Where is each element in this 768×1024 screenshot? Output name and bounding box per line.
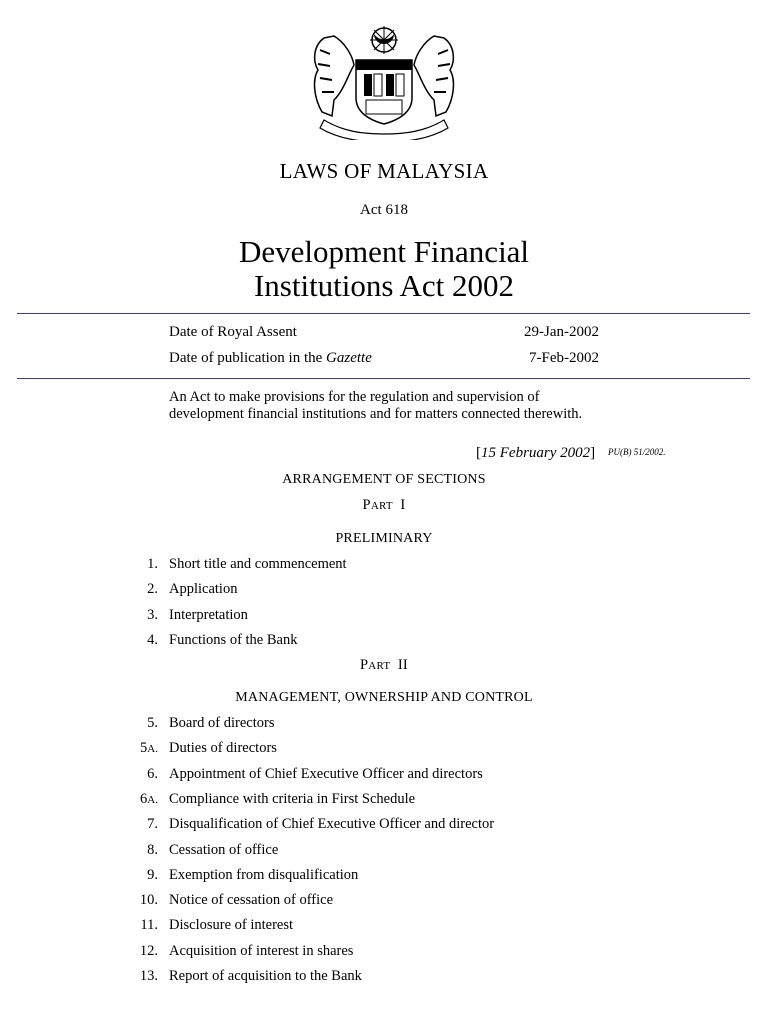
section-number: 1. <box>147 556 158 572</box>
section-list-item[interactable] <box>0 917 768 937</box>
section-title-link[interactable]: Interpretation <box>169 606 248 623</box>
section-title-link[interactable]: Cessation of office <box>169 841 279 858</box>
act-title-line-2: Institutions Act 2002 <box>253 268 515 303</box>
section-number: 6. <box>147 765 158 782</box>
section-number: 7. <box>147 816 158 833</box>
section-number: 4. <box>147 631 158 648</box>
part-word-rest: ART <box>370 500 393 512</box>
part-1-label <box>0 497 768 514</box>
shield-icon <box>356 60 412 124</box>
section-title-link[interactable]: Application <box>169 581 238 598</box>
section-title-link[interactable]: Board of directors <box>169 715 275 731</box>
part-number: I <box>392 497 406 513</box>
section-list-item[interactable] <box>0 581 768 601</box>
gazette-publication-value: 7-Feb-2002 <box>529 350 599 366</box>
part-word-rest: ART <box>368 660 391 672</box>
section-title-link[interactable]: Report of acquisition to the Bank <box>169 968 362 984</box>
gazette-publication-row <box>169 350 599 367</box>
section-number: 9. <box>147 866 158 883</box>
date-open-bracket: [ <box>476 445 481 461</box>
part-2-label <box>0 657 768 674</box>
section-number: 8. <box>147 841 158 858</box>
section-title-link[interactable]: Duties of directors <box>169 740 277 757</box>
pu-footnote: PU(B) 51/2002. <box>608 447 666 457</box>
part-2-title: MANAGEMENT, OWNERSHIP AND CONTROL <box>235 690 533 705</box>
left-tiger-shape <box>315 36 354 116</box>
arrangement-heading: ARRANGEMENT OF SECTIONS <box>282 472 486 487</box>
right-tiger-shape <box>414 36 453 116</box>
section-list-item[interactable] <box>0 892 768 912</box>
section-list-item[interactable] <box>0 715 768 735</box>
section-list-item[interactable] <box>0 607 768 627</box>
section-title-link[interactable]: Compliance with criteria in First Schedule <box>169 790 416 807</box>
section-number-suffix: A. <box>147 743 158 756</box>
section-number: 6A. <box>140 790 158 807</box>
section-number: 12. <box>139 942 158 959</box>
royal-assent-label: Date of Royal Assent <box>169 324 297 340</box>
section-title-link[interactable]: Exemption from disqualification <box>169 866 359 883</box>
laws-of-malaysia-heading: LAWS OF MALAYSIA <box>279 159 489 183</box>
section-title-link[interactable]: Notice of cessation of office <box>169 892 334 909</box>
section-number: 13. <box>139 968 158 984</box>
section-list-item[interactable] <box>0 766 768 786</box>
royal-assent-value: 29-Jan-2002 <box>524 324 599 340</box>
section-list-item[interactable] <box>0 943 768 963</box>
part-number: II <box>390 657 408 673</box>
section-list-item[interactable] <box>0 816 768 836</box>
date-close-bracket: ] <box>590 445 596 461</box>
section-number: 5A. <box>140 740 158 757</box>
section-list-item[interactable] <box>0 968 768 988</box>
royal-assent-row <box>169 324 599 341</box>
bottom-divider <box>17 378 750 379</box>
top-divider <box>17 313 750 314</box>
date-italic: 15 February 2002 <box>481 445 591 461</box>
act-title <box>0 235 768 303</box>
act-title-line-1: Development Financial <box>238 234 530 269</box>
section-list-item[interactable] <box>0 791 768 811</box>
part-1-title: PRELIMINARY <box>335 531 433 546</box>
gazette-label-italic: Gazette <box>326 350 372 366</box>
section-list-item[interactable] <box>0 740 768 760</box>
section-number-suffix: A. <box>147 793 158 806</box>
section-title-link[interactable]: Short title and commencement <box>169 556 347 572</box>
commencement-date <box>476 445 595 462</box>
section-title-link[interactable]: Acquisition of interest in shares <box>169 942 354 959</box>
crescent-star-icon <box>370 26 398 54</box>
section-list-item[interactable] <box>0 842 768 862</box>
malaysia-coat-of-arms-image <box>304 20 464 140</box>
section-number: 10. <box>139 892 158 909</box>
part-word-initial: P <box>360 657 369 673</box>
act-long-title: An Act to make provisions for the regulation and supervision of development financial institutions and for matters connected therewith. <box>169 389 583 422</box>
section-list-item[interactable] <box>0 632 768 652</box>
section-number: 5. <box>147 715 158 731</box>
section-number: 2. <box>147 581 158 598</box>
section-number: 3. <box>147 606 158 623</box>
section-number: 11. <box>140 917 158 934</box>
gazette-label-prefix: Date of publication in the <box>169 350 327 366</box>
section-title-link[interactable]: Disclosure of interest <box>169 917 294 934</box>
act-number: Act 618 <box>360 202 408 218</box>
section-title-link[interactable]: Functions of the Bank <box>169 631 298 648</box>
section-title-link[interactable]: Appointment of Chief Executive Officer and directors <box>169 765 483 782</box>
section-title-link[interactable]: Disqualification of Chief Executive Officer and director <box>169 816 495 833</box>
section-list-item[interactable] <box>0 867 768 887</box>
section-list-item[interactable] <box>0 556 768 576</box>
part-word-initial: P <box>362 497 371 513</box>
